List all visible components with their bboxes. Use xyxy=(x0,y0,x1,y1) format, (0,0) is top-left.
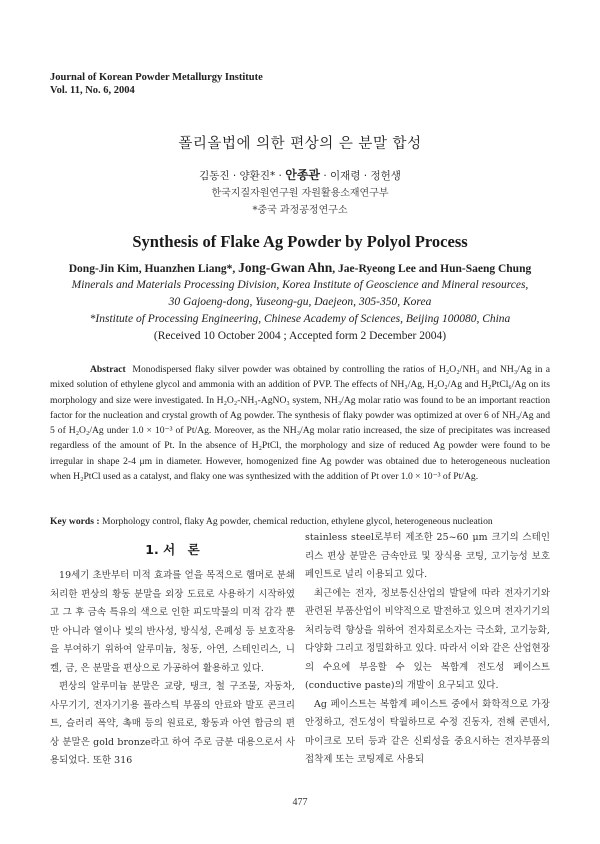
body-paragraph: 편상의 알루미늄 분말은 교량, 탱크, 철 구조물, 자동차, 사무기기, 전자기기용 플라스틱 부품의 안료와 발포 콘크리트, 슬러리 폭약, 촉매 등의 원료로, 황동과 아연 합금의 편상 분말은 gold bronze라고 하여 주로 금분 대용으로서 사용되었다. 또한 316 xyxy=(50,681,295,766)
journal-name: Journal of Korean Powder Metallurgy Institute xyxy=(50,72,263,83)
keywords-label: Key words : xyxy=(50,516,100,527)
abstract xyxy=(50,362,550,484)
english-affiliation-3: *Institute of Processing Engineering, Chinese Academy of Sciences, Beijing 100080, China xyxy=(89,313,511,325)
english-authors-part-c: , Jae-Ryeong Lee and Hun-Saeng Chung xyxy=(332,263,532,275)
keywords-text: Morphology control, flaky Ag powder, chemical reduction, ethylene glycol, heterogeneous nucleation xyxy=(101,516,493,527)
english-authors xyxy=(0,260,600,276)
english-affiliation-1: Minerals and Materials Processing Division, Korea Institute of Geoscience and Mineral resources, xyxy=(71,279,529,291)
korean-title: 폴리올법에 의한 편상의 은 분말 합성 xyxy=(178,136,422,152)
korean-authors-part-a: 김동진 · 양환진* · xyxy=(199,170,286,182)
english-authors-corresponding: Jong-Gwan Ahn xyxy=(238,260,333,275)
korean-authors-corresponding: 안종관 xyxy=(285,168,321,182)
journal-header xyxy=(50,71,263,97)
korean-affiliation-1: 한국지질자원연구원 자원활용소재연구부 xyxy=(211,188,389,199)
abstract-text: Monodispersed flaky silver powder was obtained by controlling the ratios of H₂O₂/NH₃ and NH₃/Ag in a mixed solution of ethylene glycol and ammonia with an addition of PVP. The effects of NH₃/Ag, H₂O₂/Ag and H₂PtCl₆/Ag on its morphology and size were investigated. In H₂O₂-NH₃-AgNO₃ system, NH₃/Ag molar ratio was found to be an important reaction factor for the nucleation and crystal growth of Ag powder. The synthesis of flaky powder was optimized at over 6 of NH₃/Ag and 5 of H₂O₂/Ag under 1.0 × 10⁻³ of Pt/Ag. Moreover, as the NH₃/Ag molar ratio increased, the size of precipitates was increased regardless of the amount of Pt. In the absence of H₂PtCl, the morphology and size of reduced Ag powder were found to be irregular in shape 2-4 μm in diameter. However, homogenized fine Ag powder was obtained due to heterogeneous nucleation when H₂PtCl used as a catalyst, and flaky one was synthesized with the addition of Pt over 1.0 × 10⁻³ of Pt/Ag. xyxy=(50,364,550,483)
page-number: 477 xyxy=(292,797,308,808)
body-paragraph: 최근에는 전자, 정보통신산업의 발달에 따라 전자기기와 관련된 부품산업이 비약적으로 발전하고 있으며 전자기기의 처리능력 향상을 위하여 전자회로소자는 극소화, 고기능화, 다양화 그리고 정밀화하고 있다. 따라서 이와 같은 산업현장의 수요에 부응할 수 있는 복합계 전도성 페이스트(conductive paste)의 개발이 요구되고 있다. xyxy=(305,587,550,691)
body-column-right xyxy=(305,529,550,770)
korean-authors xyxy=(0,166,600,183)
section-heading: 1. 서 론 xyxy=(145,542,200,557)
abstract-label: Abstract xyxy=(90,364,126,375)
english-authors-part-a: Dong-Jin Kim, Huanzhen Liang*, xyxy=(68,263,239,275)
body-column-left xyxy=(50,567,295,771)
journal-volume: Vol. 11, No. 6, 2004 xyxy=(50,85,135,96)
body-paragraph: 19세기 초반부터 미적 효과를 얻을 목적으로 햄머로 분쇄처리한 편상의 황동 분말을 외장 도료로 사용하기 시작하였고 그 후 금속 특유의 색으로 인한 피도막물의 미적 감각 뿐만 아니라 열이나 빛의 반사성, 방식성, 은폐성 등 보호작용을 부여하기 위하여 알루미늄, 청동, 아연, 스테인리스, 니켈, 금, 은 분말을 편상으로 가공하여 활용하고 있다. xyxy=(50,570,295,674)
korean-authors-part-c: · 이재령 · 정헌생 xyxy=(320,170,401,182)
body-paragraph: Ag 페이스트는 복합계 페이스트 중에서 화학적으로 가장 안정하고, 전도성이 탁월하므로 수정 진동자, 전해 콘덴서, 마이크로 모터 등과 같은 신뢰성을 중요시하는 전자부품의 접착제 또는 코팅제로 사용되 xyxy=(305,698,550,765)
english-title: Synthesis of Flake Ag Powder by Polyol Process xyxy=(132,232,468,251)
english-affiliation-2: 30 Gajoeng-dong, Yuseong-gu, Daejeon, 305-350, Korea xyxy=(168,296,432,308)
korean-affiliation-2: *중국 과정공정연구소 xyxy=(252,205,348,216)
keywords xyxy=(50,516,550,527)
body-paragraph: stainless steel로부터 제조한 25~60 μm 크기의 스테인리스 편상 분말은 금속안료 및 장식용 코팅, 고기능성 보호 페인트로 널리 이용되고 있다. xyxy=(305,532,550,580)
received-dates: (Received 10 October 2004 ; Accepted form 2 December 2004) xyxy=(153,330,447,342)
